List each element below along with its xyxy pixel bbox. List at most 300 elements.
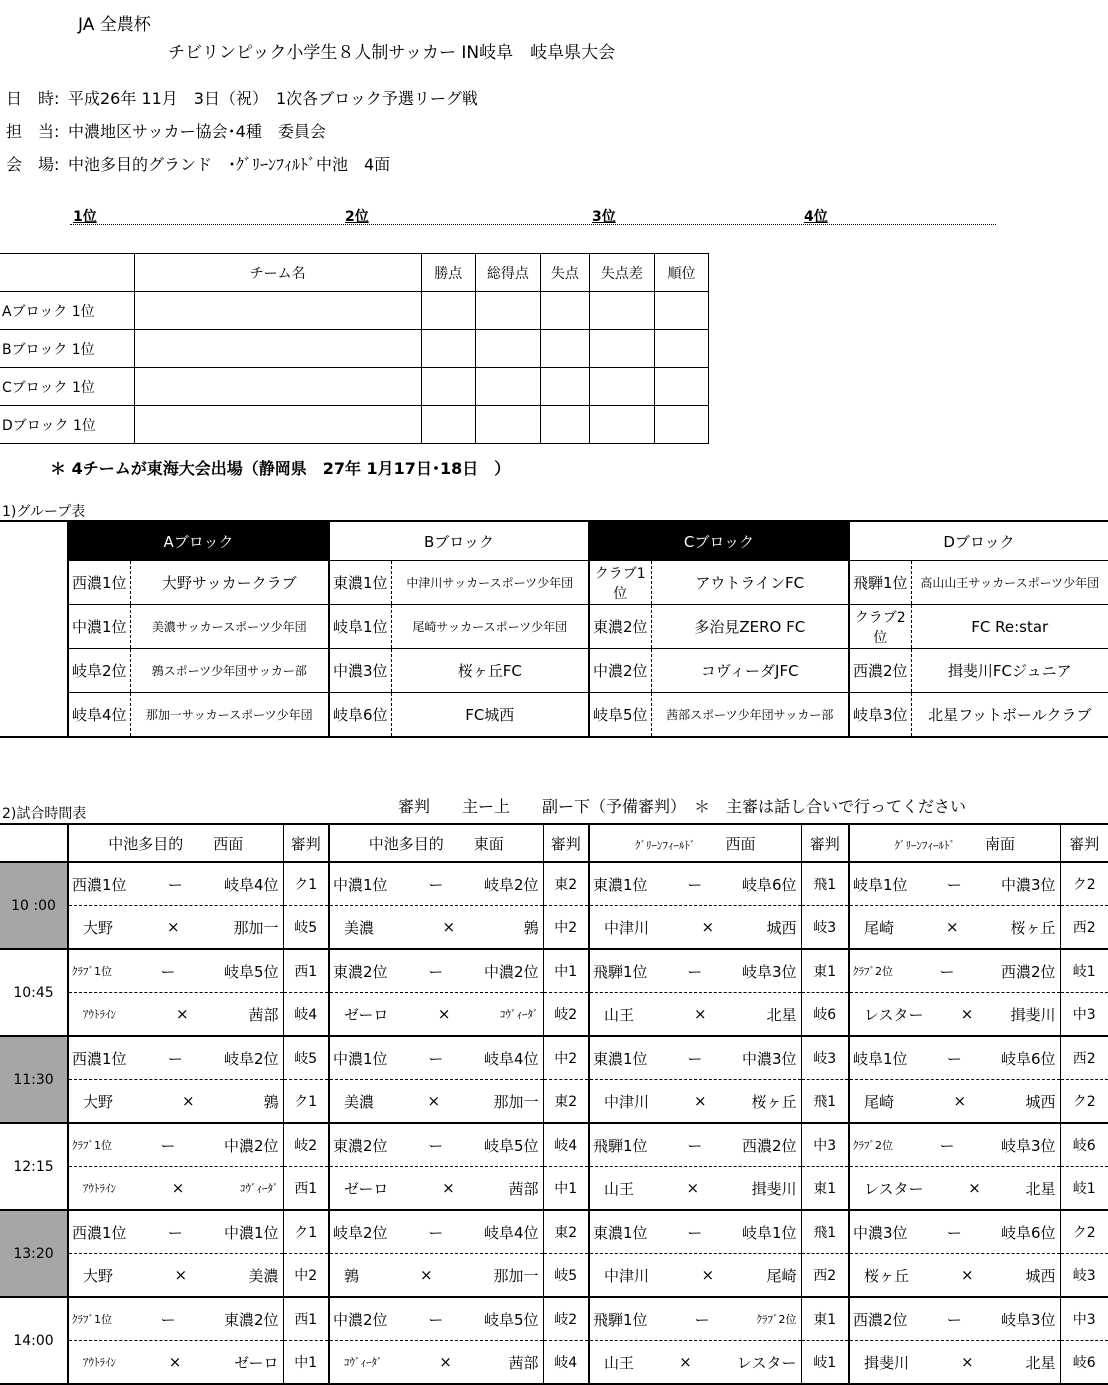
team-short-b: 北星	[1025, 1353, 1056, 1372]
separator: ×	[968, 1179, 981, 1197]
cell[interactable]	[589, 330, 654, 368]
separator: ー	[687, 1223, 703, 1242]
separator: ー	[946, 1049, 962, 1068]
team-seed-b: 岐阜6位	[1000, 1049, 1056, 1068]
team-seed-b: 岐阜3位	[1000, 1136, 1056, 1155]
team-short-b: 那加一	[493, 1092, 539, 1111]
separator: ー	[946, 875, 962, 894]
referee-cell: 西2	[1060, 906, 1108, 950]
team-seed-a: 東濃2位	[333, 962, 388, 981]
schedule-table	[0, 823, 1108, 1385]
referee-cell: 岐2	[283, 1123, 329, 1167]
block-c-header: Cブロック	[589, 521, 849, 561]
cell[interactable]	[475, 292, 540, 330]
match-cell	[589, 1297, 801, 1341]
match-cell	[68, 1167, 283, 1211]
team-seed-b: 岐阜2位	[223, 1049, 279, 1068]
match-cell	[329, 1080, 543, 1124]
separator: ×	[693, 1092, 707, 1110]
team-short-a: 揖斐川	[864, 1353, 910, 1372]
ref-header: 審判	[801, 824, 849, 862]
header-team: チーム名	[134, 254, 421, 292]
separator: ×	[168, 1353, 182, 1371]
referee-cell: 岐3	[801, 1036, 849, 1080]
match-cell	[68, 1297, 283, 1341]
team-short-b: 那加一	[233, 918, 279, 937]
header-points: 勝点	[421, 254, 475, 292]
referee-cell: ク2	[1060, 862, 1108, 906]
cell[interactable]	[589, 292, 654, 330]
cell[interactable]	[540, 292, 589, 330]
team-short-a: 中津川	[604, 1266, 650, 1285]
match-cell	[68, 1080, 283, 1124]
team-seed-a: 岐阜1位	[853, 875, 908, 894]
referee-cell: ク1	[283, 1080, 329, 1124]
match-cell	[329, 1167, 543, 1211]
team-seed-b: 岐阜2位	[483, 875, 539, 894]
separator: ×	[945, 918, 959, 936]
match-cell	[329, 993, 543, 1037]
block-d-header: Dブロック	[849, 521, 1108, 561]
schedule-row-main	[0, 949, 1108, 993]
match-cell	[329, 1297, 543, 1341]
team-seed-a: 東濃2位	[333, 1136, 388, 1155]
referee-cell: 西1	[283, 949, 329, 993]
standings-header	[0, 254, 709, 292]
header-goals-against: 失点	[540, 254, 589, 292]
match-cell	[589, 1036, 801, 1080]
team-seed-b: 中濃3位	[741, 1049, 797, 1068]
match-cell	[849, 1297, 1060, 1341]
schedule-row-short	[0, 1080, 1108, 1124]
tokai-note: ＊ 4チームが東海大会出場（静岡県 27年 1月17日･18日 ）	[50, 459, 511, 478]
match-cell	[589, 1254, 801, 1298]
match-cell	[849, 1210, 1060, 1254]
team-seed-a: 飛騨1位	[593, 1136, 648, 1155]
match-cell	[589, 862, 801, 906]
team-seed-b: 東濃2位	[223, 1310, 279, 1329]
team-seed-b: 岐阜4位	[483, 1049, 539, 1068]
schedule-row-short	[0, 1254, 1108, 1298]
team-short-b: 北星	[1025, 1179, 1056, 1198]
team-seed-a: ｸﾗﾌﾞ1位	[72, 1313, 112, 1326]
info-date: 日 時: 平成26年 11月 3日（祝） 1次各ブロック予選リーグ戦	[6, 89, 478, 108]
separator: ー	[687, 875, 703, 894]
separator: ×	[181, 1092, 195, 1110]
match-cell	[329, 949, 543, 993]
cell[interactable]	[540, 330, 589, 368]
match-cell	[589, 906, 801, 950]
match-cell	[849, 1080, 1060, 1124]
schedule-row-main	[0, 1297, 1108, 1341]
cell[interactable]	[421, 330, 475, 368]
team-short-a: ｱｳﾄﾗｲﾝ	[83, 1182, 116, 1195]
match-cell	[849, 993, 1060, 1037]
team-short-b: 城西	[1025, 1266, 1056, 1285]
cell[interactable]	[654, 330, 708, 368]
separator: ー	[428, 962, 444, 981]
team-short-b: レスター	[736, 1353, 797, 1372]
team-seed-b: 岐阜5位	[483, 1136, 539, 1155]
team-seed-a: ｸﾗﾌﾞ2位	[853, 1139, 893, 1152]
block-a-header: Aブロック	[68, 521, 329, 561]
referee-cell: 岐5	[283, 906, 329, 950]
separator: ×	[439, 1353, 452, 1371]
match-cell	[68, 1341, 283, 1385]
referee-cell: 中3	[1060, 993, 1108, 1037]
separator: ー	[946, 1223, 962, 1242]
field-3-header: ｸﾞﾘｰﾝﾌｨｰﾙﾄﾞ 西面	[589, 824, 801, 862]
separator: ×	[175, 1005, 189, 1023]
team-seed-a: 東濃1位	[593, 1223, 648, 1242]
team-short-b: ゼーロ	[234, 1353, 279, 1372]
ref-header: 審判	[1060, 824, 1108, 862]
team-short-a: 大野	[83, 1266, 114, 1285]
separator: ×	[437, 1005, 451, 1023]
referee-cell: 中1	[543, 949, 589, 993]
match-cell	[68, 1254, 283, 1298]
referee-cell: 岐6	[801, 993, 849, 1037]
schedule-row-short	[0, 993, 1108, 1037]
group-blank	[0, 521, 68, 737]
referee-cell: 岐5	[543, 1254, 589, 1298]
team-seed-a: 東濃1位	[593, 875, 648, 894]
match-cell	[68, 1210, 283, 1254]
separator: ×	[427, 1092, 441, 1110]
separator: ×	[701, 1266, 715, 1284]
team-seed-a: 飛騨1位	[593, 1310, 648, 1329]
separator: ー	[428, 1310, 444, 1329]
referee-cell: 東2	[543, 1210, 589, 1254]
schedule-row-short	[0, 906, 1108, 950]
team-short-b: 揖斐川	[751, 1179, 797, 1198]
group-row: 西濃1位 大野サッカークラブ 東濃1位 中津川サッカースポーツ少年団 クラブ1位 アウトラインFC 飛騨1位 高山山王サッカースポーツ少年団	[0, 561, 1108, 605]
team-short-a: 山王	[604, 1353, 635, 1372]
referee-cell: 中2	[283, 1254, 329, 1298]
group-row: 岐阜2位 鶉スポーツ少年団サッカー部 中濃3位 桜ヶ丘FC 中濃2位 コヴィーダJFC 西濃2位 揖斐川FCジュニア	[0, 649, 1108, 693]
separator: ×	[174, 1266, 188, 1284]
referee-cell: 岐2	[543, 1297, 589, 1341]
referee-cell: 岐3	[801, 906, 849, 950]
match-cell	[329, 1341, 543, 1385]
team-short-a: ゼーロ	[344, 1005, 389, 1024]
separator: ×	[960, 1005, 974, 1023]
cell[interactable]	[540, 406, 589, 444]
team-short-b: 茜部	[508, 1179, 539, 1198]
referee-cell: 岐6	[1060, 1341, 1108, 1385]
team-cell[interactable]	[134, 406, 421, 444]
referee-cell: 岐1	[1060, 1167, 1108, 1211]
team-seed-b: 岐阜3位	[741, 962, 797, 981]
team-short-a: ｺｳﾞｨｰﾀﾞ	[344, 1356, 383, 1369]
match-cell	[849, 1167, 1060, 1211]
ranking-line	[70, 206, 996, 225]
referee-cell: 飛1	[801, 1080, 849, 1124]
match-cell	[589, 1341, 801, 1385]
team-short-b: 北星	[766, 1005, 797, 1024]
match-cell	[589, 1210, 801, 1254]
team-seed-b: 岐阜4位	[483, 1223, 539, 1242]
team-short-a: 大野	[83, 918, 114, 937]
match-cell	[68, 1123, 283, 1167]
title-line-2: チビリンピック小学生８人制サッカー IN岐阜 岐阜県大会	[168, 43, 616, 63]
standings-row: Dブロック 1位	[0, 406, 709, 444]
referee-cell: 中1	[283, 1341, 329, 1385]
match-cell	[849, 1341, 1060, 1385]
block-b-header: Bブロック	[329, 521, 589, 561]
cell[interactable]	[421, 406, 475, 444]
separator: ー	[687, 962, 703, 981]
referee-cell: ク1	[283, 862, 329, 906]
team-seed-b: 岐阜1位	[741, 1223, 797, 1242]
rank-1: 1位	[73, 209, 97, 225]
referee-cell: 東1	[801, 1297, 849, 1341]
referee-cell: 西1	[283, 1167, 329, 1211]
info-venue: 会 場: 中池多目的グランド ･ｸﾞﾘｰﾝﾌｨﾙﾄﾞ中池 4面	[6, 155, 391, 174]
ref-header: 審判	[543, 824, 589, 862]
schedule-row-main	[0, 1036, 1108, 1080]
team-cell[interactable]	[134, 292, 421, 330]
section-group-table: 1)グループ表	[2, 504, 86, 520]
ref-header: 審判	[283, 824, 329, 862]
team-seed-b: 中濃2位	[483, 962, 539, 981]
rank-4: 4位	[804, 209, 828, 225]
team-seed-a: 中濃1位	[333, 1049, 388, 1068]
separator: ー	[160, 1310, 176, 1329]
team-seed-a: 西濃1位	[72, 875, 127, 894]
separator: ×	[442, 918, 456, 936]
separator: ー	[160, 962, 176, 981]
team-seed-b: ｸﾗﾌﾞ2位	[756, 1313, 797, 1326]
team-short-a: レスター	[864, 1179, 924, 1198]
team-short-b: 鶉	[523, 918, 539, 937]
match-cell	[68, 862, 283, 906]
team-seed-b: 西濃2位	[741, 1136, 797, 1155]
referee-cell: 西1	[283, 1297, 329, 1341]
field-1-header: 中池多目的 西面	[68, 824, 283, 862]
separator: ×	[953, 1092, 967, 1110]
referee-cell: 岐3	[1060, 1254, 1108, 1298]
team-short-b: 桜ヶ丘	[751, 1092, 797, 1111]
team-seed-b: 岐阜5位	[223, 962, 279, 981]
team-seed-a: 岐阜2位	[333, 1223, 388, 1242]
match-cell	[849, 1123, 1060, 1167]
separator: ×	[693, 1005, 707, 1023]
team-seed-a: 西濃2位	[853, 1310, 908, 1329]
match-cell	[589, 1167, 801, 1211]
match-cell	[329, 1123, 543, 1167]
separator: ー	[428, 1136, 444, 1155]
match-cell	[68, 949, 283, 993]
cell[interactable]	[589, 406, 654, 444]
team-short-a: 尾崎	[864, 1092, 895, 1111]
separator: ×	[960, 1353, 974, 1371]
header-goals-for: 総得点	[475, 254, 540, 292]
referee-cell: ク2	[1060, 1080, 1108, 1124]
separator: ー	[167, 875, 183, 894]
field-4-header: ｸﾞﾘｰﾝﾌｨｰﾙﾄﾞ 南面	[849, 824, 1060, 862]
referee-cell: 岐6	[1060, 1123, 1108, 1167]
match-cell	[849, 862, 1060, 906]
team-seed-a: ｸﾗﾌﾞ2位	[853, 965, 893, 978]
rank-2: 2位	[345, 209, 369, 225]
cell[interactable]	[421, 292, 475, 330]
schedule-row-main	[0, 862, 1108, 906]
referee-cell: 西2	[1060, 1036, 1108, 1080]
team-seed-a: 飛騨1位	[593, 962, 648, 981]
team-short-a: ｱｳﾄﾗｲﾝ	[83, 1008, 116, 1021]
separator: ー	[946, 1310, 962, 1329]
match-cell	[68, 993, 283, 1037]
team-short-a: ゼーロ	[344, 1179, 389, 1198]
team-seed-b: 岐阜3位	[1000, 1310, 1056, 1329]
team-cell[interactable]	[134, 368, 421, 406]
section-schedule: 2)試合時間表	[2, 806, 87, 822]
standings-row: Cブロック 1位	[0, 368, 709, 406]
team-cell[interactable]	[134, 330, 421, 368]
title-line-1: JA 全農杯	[78, 15, 151, 35]
separator: ー	[939, 962, 955, 981]
separator: ×	[442, 1179, 455, 1197]
match-cell	[849, 1254, 1060, 1298]
team-short-b: 城西	[1025, 1092, 1056, 1111]
standings-table	[0, 253, 709, 444]
team-short-a: 山王	[604, 1005, 635, 1024]
referee-cell: 中2	[543, 906, 589, 950]
team-short-b: 茜部	[508, 1353, 539, 1372]
time-slot: 10:45	[0, 949, 68, 1036]
team-seed-b: 中濃1位	[223, 1223, 279, 1242]
separator: ×	[419, 1266, 433, 1284]
referee-cell: 岐1	[801, 1341, 849, 1385]
team-seed-b: 岐阜5位	[483, 1310, 539, 1329]
schedule-row-main	[0, 1210, 1108, 1254]
schedule-header	[0, 824, 1108, 862]
referee-cell: 岐2	[543, 993, 589, 1037]
team-short-b: 揖斐川	[1010, 1005, 1056, 1024]
team-short-a: ｱｳﾄﾗｲﾝ	[83, 1356, 116, 1369]
referee-cell: 中2	[543, 1036, 589, 1080]
separator: ×	[171, 1179, 185, 1197]
match-cell	[329, 862, 543, 906]
header-goal-diff: 失点差	[589, 254, 654, 292]
cell[interactable]	[475, 368, 540, 406]
separator: ー	[428, 875, 444, 894]
time-slot: 13:20	[0, 1210, 68, 1297]
team-seed-a: 西濃1位	[72, 1223, 127, 1242]
field-2-header: 中池多目的 東面	[329, 824, 543, 862]
cell[interactable]	[589, 368, 654, 406]
referee-cell: 岐5	[283, 1036, 329, 1080]
team-short-a: レスター	[864, 1005, 924, 1024]
separator: ×	[686, 1179, 700, 1197]
separator: ー	[160, 1136, 176, 1155]
referee-cell: 東2	[543, 1080, 589, 1124]
team-short-a: 尾崎	[864, 918, 895, 937]
referee-cell: 東2	[543, 862, 589, 906]
team-seed-a: 中濃2位	[333, 1310, 388, 1329]
team-short-b: 尾崎	[766, 1266, 797, 1285]
match-cell	[329, 1254, 543, 1298]
header-rank: 順位	[654, 254, 708, 292]
cell[interactable]	[421, 368, 475, 406]
team-short-b: ｺｳﾞｨｰﾀﾞ	[500, 1008, 539, 1021]
team-short-b: 桜ヶ丘	[1010, 918, 1056, 937]
standings-row: Aブロック 1位	[0, 292, 709, 330]
team-seed-b: 西濃2位	[1000, 962, 1056, 981]
team-short-b: 美濃	[248, 1266, 279, 1285]
match-cell	[329, 906, 543, 950]
separator: ×	[679, 1353, 692, 1371]
separator: ー	[687, 1049, 703, 1068]
cell[interactable]	[654, 292, 708, 330]
cell[interactable]	[654, 406, 708, 444]
team-seed-a: 西濃1位	[72, 1049, 127, 1068]
referee-cell: 岐4	[543, 1341, 589, 1385]
team-short-a: 桜ヶ丘	[864, 1266, 910, 1285]
referee-cell: 岐4	[283, 993, 329, 1037]
team-short-a: 美濃	[344, 918, 375, 937]
schedule-row-main	[0, 1123, 1108, 1167]
team-short-a: 中津川	[604, 1092, 650, 1111]
referee-cell: 飛1	[801, 1210, 849, 1254]
separator: ー	[939, 1136, 955, 1155]
match-cell	[589, 949, 801, 993]
cell[interactable]	[654, 368, 708, 406]
match-cell	[849, 949, 1060, 993]
time-slot: 10 :00	[0, 862, 68, 949]
separator: ×	[960, 1266, 974, 1284]
team-short-b: 茜部	[248, 1005, 279, 1024]
referee-cell: ク1	[283, 1210, 329, 1254]
team-short-b: ｺｳﾞｨｰﾀﾞ	[240, 1182, 279, 1195]
group-table	[0, 520, 1108, 738]
schedule-row-short	[0, 1167, 1108, 1211]
time-slot: 14:00	[0, 1297, 68, 1384]
rank-3: 3位	[592, 209, 616, 225]
cell[interactable]	[475, 330, 540, 368]
time-slot: 11:30	[0, 1036, 68, 1123]
team-short-a: 大野	[83, 1092, 114, 1111]
referee-cell: 東1	[801, 1167, 849, 1211]
team-seed-b: 岐阜6位	[1000, 1223, 1056, 1242]
team-short-a: 中津川	[604, 918, 650, 937]
referee-cell: 東1	[801, 949, 849, 993]
referee-note: 審判 主ー上 副ー下（予備審判） ＊ 主審は話し合いで行ってください	[398, 797, 967, 816]
header-blank	[0, 254, 134, 292]
team-short-b: 城西	[766, 918, 797, 937]
match-cell	[589, 993, 801, 1037]
separator: ー	[687, 1136, 703, 1155]
referee-cell: 岐1	[1060, 949, 1108, 993]
info-organizer: 担 当: 中濃地区サッカー協会･4種 委員会	[6, 122, 326, 141]
referee-cell: 中3	[1060, 1297, 1108, 1341]
team-short-a: 鶉	[344, 1266, 360, 1285]
cell[interactable]	[540, 368, 589, 406]
team-seed-a: 中濃1位	[333, 875, 388, 894]
header-blank	[0, 824, 68, 862]
referee-cell: 岐4	[543, 1123, 589, 1167]
group-row: 岐阜4位 那加一サッカースポーツ少年団 岐阜6位 FC城西 岐阜5位 茜部スポーツ少年団サッカー部 岐阜3位 北星フットボールクラブ	[0, 693, 1108, 738]
standings-row: Bブロック 1位	[0, 330, 709, 368]
team-short-a: 美濃	[344, 1092, 375, 1111]
cell[interactable]	[475, 406, 540, 444]
team-seed-a: 岐阜1位	[853, 1049, 908, 1068]
match-cell	[329, 1036, 543, 1080]
team-seed-a: ｸﾗﾌﾞ1位	[72, 1139, 112, 1152]
schedule-row-short	[0, 1341, 1108, 1385]
separator: ー	[428, 1223, 444, 1242]
